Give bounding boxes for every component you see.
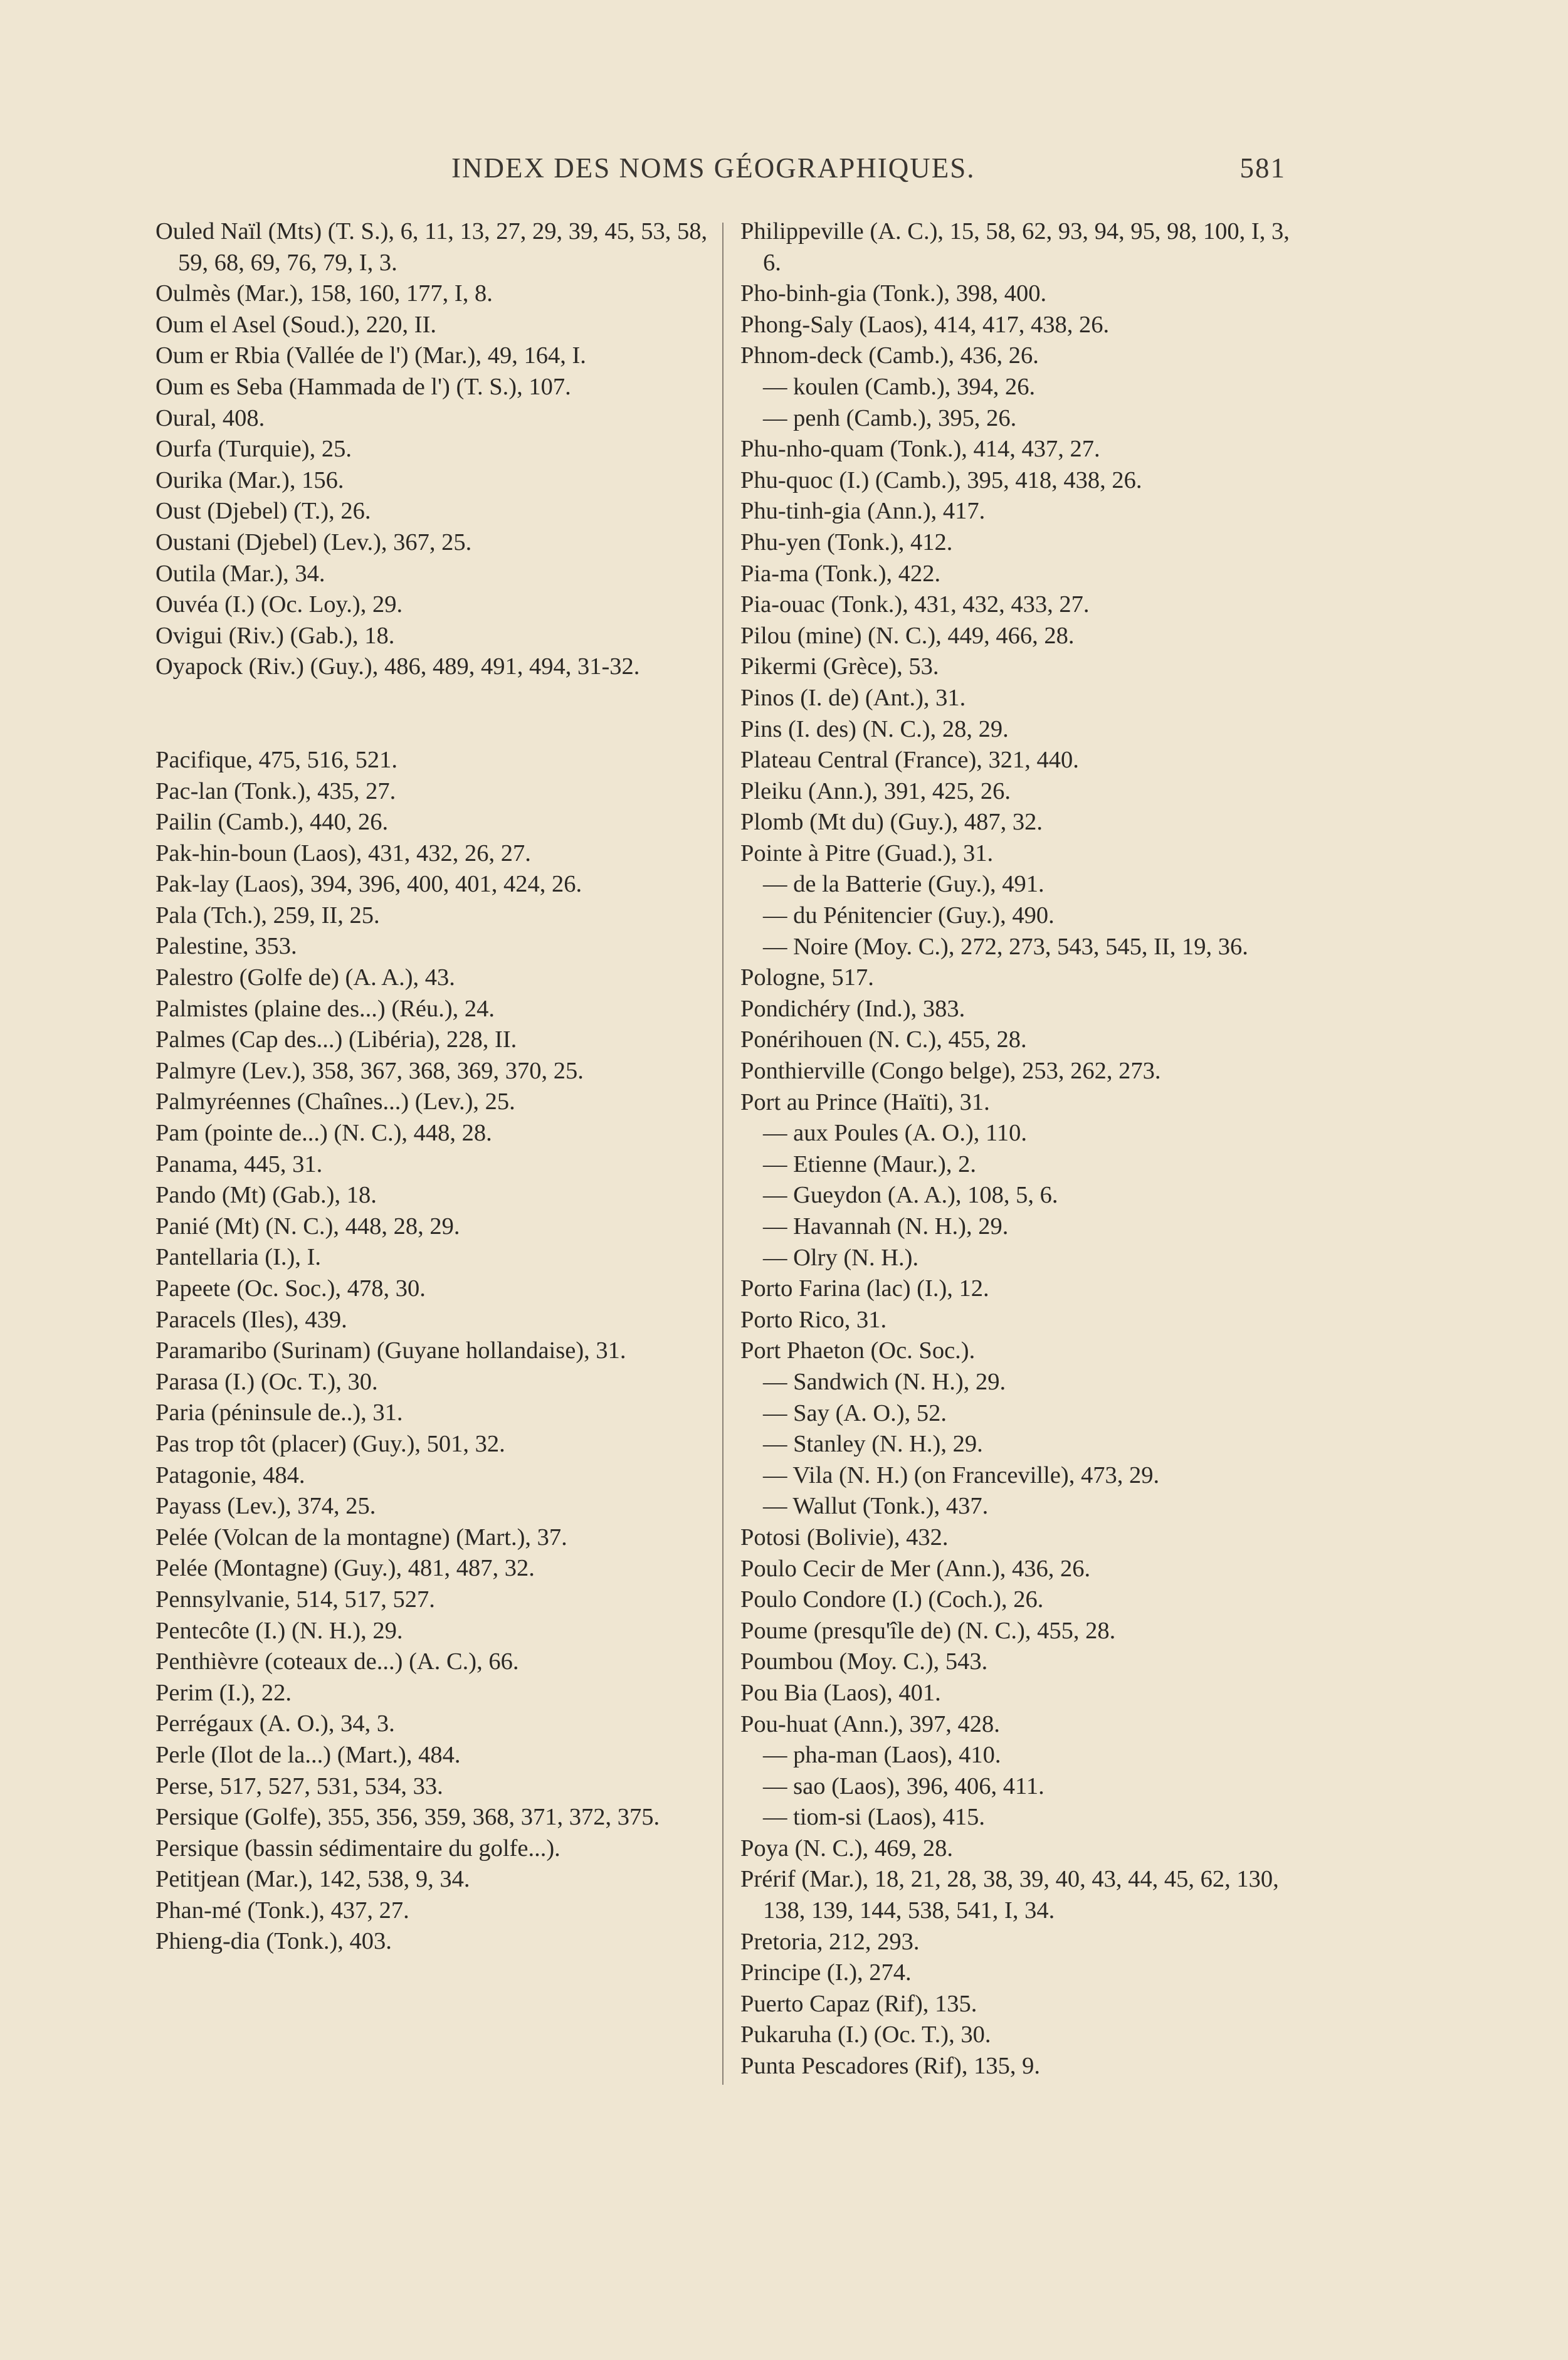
index-entry: Punta Pescadores (Rif), 135, 9. [740,2053,1040,2080]
index-entry: Oum el Asel (Soud.), 220, II. [155,311,437,338]
index-entry: Pacifique, 475, 516, 521. [155,746,398,773]
index-entry: Palestine, 353. [155,933,297,960]
index-column-right [740,216,1305,2082]
index-entry: Pilou (mine) (N. C.), 449, 466, 28. [740,622,1075,649]
index-entry: Pia-ma (Tonk.), 422. [740,560,941,587]
index-entry: Parasa (I.) (Oc. T.), 30. [155,1368,378,1395]
index-entry: Pinos (I. de) (Ant.), 31. [740,684,966,711]
index-entry: Paramaribo (Surinam) (Guyane hollandaise), 31. [155,1337,626,1364]
index-entry: Port Phaeton (Oc. Soc.). [740,1337,976,1364]
index-subentry: — tiom-si (Laos), 415. [763,1804,985,1831]
index-entry: Pho-binh-gia (Tonk.), 398, 400. [740,280,1047,307]
index-entry: Pentecôte (I.) (N. H.), 29. [155,1617,403,1644]
index-entry: Pas trop tôt (placer) (Guy.), 501, 32. [155,1430,505,1457]
index-entry: Oum es Seba (Hammada de l') (T. S.), 107. [155,373,571,400]
index-entry: Paria (péninsule de..), 31. [155,1399,403,1426]
index-column-left [155,216,720,1957]
index-entry: Ponthierville (Congo belge), 253, 262, 273. [740,1058,1161,1085]
index-entry: Perle (Ilot de la...) (Mart.), 484. [155,1741,461,1768]
index-entry: Perim (I.), 22. [155,1679,292,1706]
index-entry: Prérif (Mar.), 18, 21, 28, 38, 39, 40, 43, 44, 45, 62, 130, 138, 139, 144, 538, 541, I, 34. [740,1866,1279,1924]
index-entry: Pak-lay (Laos), 394, 396, 400, 401, 424, 26. [155,871,582,898]
index-entry: Port au Prince (Haïti), 31. [740,1088,990,1115]
index-entry: Outila (Mar.), 34. [155,560,325,587]
index-entry: Pam (pointe de...) (N. C.), 448, 28. [155,1120,492,1147]
index-entry: Panama, 445, 31. [155,1151,323,1177]
index-entry: Phu-tinh-gia (Ann.), 417. [740,498,986,525]
index-entry: Porto Rico, 31. [740,1306,887,1333]
index-entry: Ourfa (Turquie), 25. [155,436,352,463]
index-entry: Pailin (Camb.), 440, 26. [155,809,389,836]
index-subentry: — Stanley (N. H.), 29. [763,1431,983,1458]
index-entry: Porto Farina (lac) (I.), 12. [740,1275,989,1302]
running-header [157,152,1286,192]
index-entry: Poulo Condore (I.) (Coch.), 26. [740,1586,1044,1613]
index-entry: Perrégaux (A. O.), 34, 3. [155,1710,395,1737]
index-entry: Oum er Rbia (Vallée de l') (Mar.), 49, 164, I. [155,342,586,369]
index-entry: Palmes (Cap des...) (Libéria), 228, II. [155,1026,517,1053]
index-entry: Perse, 517, 527, 531, 534, 33. [155,1773,443,1799]
index-entry: Plateau Central (France), 321, 440. [740,747,1079,774]
index-entry: Penthièvre (coteaux de...) (A. C.), 66. [155,1648,519,1675]
index-subentry: — Havannah (N. H.), 29. [763,1213,1009,1240]
index-entry: Oust (Djebel) (T.), 26. [155,498,371,525]
index-entry: Philippeville (A. C.), 15, 58, 62, 93, 94, 95, 98, 100, I, 3, 6. [740,218,1290,276]
index-subentry: — Vila (N. H.) (on Franceville), 473, 29. [763,1462,1160,1488]
index-entry: Paracels (Iles), 439. [155,1306,347,1333]
index-subentry: — penh (Camb.), 395, 26. [763,404,1017,431]
index-entry: Poumbou (Moy. C.), 543. [740,1648,988,1675]
index-subentry: — sao (Laos), 396, 406, 411. [763,1773,1044,1799]
index-entry: Pins (I. des) (N. C.), 28, 29. [740,715,1009,742]
index-entry: Oulmès (Mar.), 158, 160, 177, I, 8. [155,280,493,307]
index-subentry: — pha-man (Laos), 410. [763,1742,1001,1769]
index-entry: Oustani (Djebel) (Lev.), 367, 25. [155,529,472,556]
index-entry: Pando (Mt) (Gab.), 18. [155,1182,377,1209]
index-entry: Oural, 408. [155,404,265,431]
index-subentry: — Olry (N. H.). [763,1244,919,1271]
index-entry: Persique (bassin sédimentaire du golfe...). [155,1835,560,1862]
index-entry: Pennsylvanie, 514, 517, 527. [155,1586,435,1613]
index-entry: Pia-ouac (Tonk.), 431, 432, 433, 27. [740,591,1090,618]
index-entry: Persique (Golfe), 355, 356, 359, 368, 371, 372, 375. [155,1804,660,1831]
index-entry: Potosi (Bolivie), 432. [740,1524,949,1551]
index-entry: Phu-quoc (I.) (Camb.), 395, 418, 438, 26. [740,466,1142,493]
index-entry: Phu-nho-quam (Tonk.), 414, 437, 27. [740,436,1100,463]
index-entry: Pelée (Montagne) (Guy.), 481, 487, 32. [155,1555,535,1582]
index-entry: Patagonie, 484. [155,1462,305,1488]
index-entry: Pou-huat (Ann.), 397, 428. [740,1710,1000,1737]
index-entry: Ourika (Mar.), 156. [155,466,344,493]
index-entry: Palmyre (Lev.), 358, 367, 368, 369, 370, 25. [155,1057,584,1084]
index-subentry: — Etienne (Maur.), 2. [763,1151,976,1177]
index-subentry: — de la Batterie (Guy.), 491. [763,871,1044,898]
index-entry: Ponérihouen (N. C.), 455, 28. [740,1026,1027,1053]
index-entry: Pantellaria (I.), I. [155,1244,322,1271]
index-entry: Pac-lan (Tonk.), 435, 27. [155,777,396,804]
index-entry: Pondichéry (Ind.), 383. [740,995,966,1022]
index-entry: Payass (Lev.), 374, 25. [155,1493,376,1520]
section-gap [155,683,720,745]
index-subentry: — Wallut (Tonk.), 437. [763,1493,989,1520]
index-entry: Principe (I.), 274. [740,1959,912,1986]
index-entry: Papeete (Oc. Soc.), 478, 30. [155,1275,426,1302]
index-subentry: — Sandwich (N. H.), 29. [763,1368,1006,1395]
index-entry: Pukaruha (I.) (Oc. T.), 30. [740,2021,991,2048]
index-entry: Pleiku (Ann.), 391, 425, 26. [740,777,1011,804]
index-entry: Oyapock (Riv.) (Guy.), 486, 489, 491, 494, 31-32. [155,653,640,680]
index-entry: Ouvéa (I.) (Oc. Loy.), 29. [155,591,403,618]
column-divider [722,223,723,2085]
index-subentry: — Noire (Moy. C.), 272, 273, 543, 545, II, 19, 36. [763,933,1248,960]
index-subentry: — Say (A. O.), 52. [763,1399,947,1426]
index-subentry: — Gueydon (A. A.), 108, 5, 6. [763,1182,1058,1209]
index-entry: Pou Bia (Laos), 401. [740,1679,941,1706]
index-entry: Pointe à Pitre (Guad.), 31. [740,840,994,867]
index-entry: Phan-mé (Tonk.), 437, 27. [155,1897,409,1924]
index-entry: Plomb (Mt du) (Guy.), 487, 32. [740,809,1043,836]
index-entry: Phu-yen (Tonk.), 412. [740,529,953,556]
index-entry: Phieng-dia (Tonk.), 403. [155,1928,392,1955]
index-subentry: — du Pénitencier (Guy.), 490. [763,902,1055,929]
index-entry: Poume (presqu'île de) (N. C.), 455, 28. [740,1617,1116,1644]
page-title: INDEX DES NOMS GÉOGRAPHIQUES. [451,152,976,184]
index-entry: Palestro (Golfe de) (A. A.), 43. [155,964,455,991]
index-subentry: — koulen (Camb.), 394, 26. [763,373,1036,400]
index-entry: Poya (N. C.), 469, 28. [740,1835,953,1862]
index-entry: Petitjean (Mar.), 142, 538, 9, 34. [155,1866,470,1893]
index-subentry: — aux Poules (A. O.), 110. [763,1120,1027,1147]
index-entry: Pretoria, 212, 293. [740,1928,920,1955]
index-entry: Ovigui (Riv.) (Gab.), 18. [155,622,395,649]
index-entry: Ouled Naïl (Mts) (T. S.), 6, 11, 13, 27, 29, 39, 45, 53, 58, 59, 68, 69, 76, 79, I, 3. [155,218,708,276]
index-entry: Pikermi (Grèce), 53. [740,653,939,680]
index-entry: Pelée (Volcan de la montagne) (Mart.), 37. [155,1524,567,1551]
index-entry: Palmistes (plaine des...) (Réu.), 24. [155,995,495,1022]
index-entry: Pologne, 517. [740,964,874,991]
page-number: 581 [1239,152,1286,184]
index-entry: Puerto Capaz (Rif), 135. [740,1990,977,2017]
index-entry: Poulo Cecir de Mer (Ann.), 436, 26. [740,1555,1091,1582]
index-entry: Pak-hin-boun (Laos), 431, 432, 26, 27. [155,840,531,867]
index-entry: Panié (Mt) (N. C.), 448, 28, 29. [155,1213,460,1240]
index-entry: Phong-Saly (Laos), 414, 417, 438, 26. [740,311,1110,338]
entry-group-o [155,216,720,683]
index-entry: Phnom-deck (Camb.), 436, 26. [740,342,1039,369]
index-entry: Pala (Tch.), 259, II, 25. [155,902,380,929]
index-entry: Palmyréennes (Chaînes...) (Lev.), 25. [155,1088,515,1115]
entry-group-p [155,745,720,1957]
